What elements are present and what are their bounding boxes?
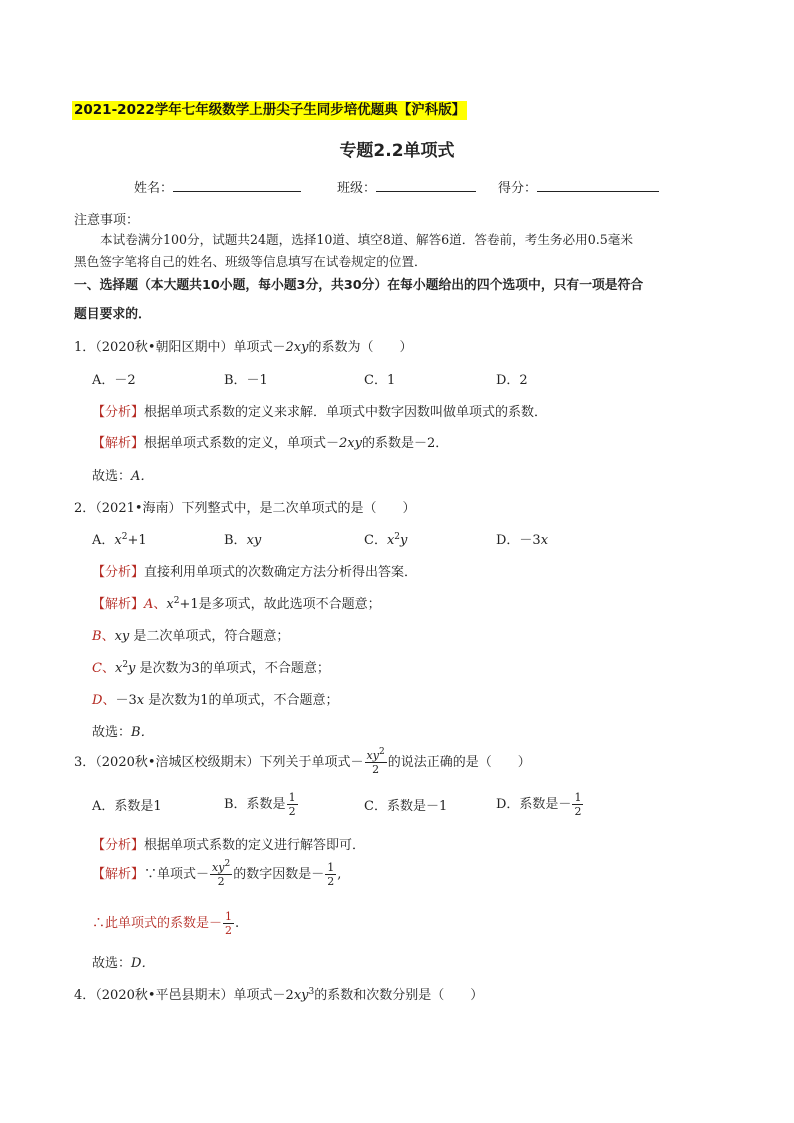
- q2-solution-b: B、xy 是二次单项式，符合题意；: [92, 629, 290, 644]
- q2-analysis-tag: 【分析】: [92, 565, 145, 580]
- q2-solution-d: D、－3x 是次数为1的单项式，不合题意；: [92, 693, 339, 708]
- q3-option-c: C．系数是－1: [364, 799, 448, 814]
- q1-analysis: [92, 401, 547, 420]
- class-field: [337, 177, 476, 196]
- q3-answer: [92, 952, 154, 971]
- q1-analysis-tag: 【分析】: [92, 405, 145, 420]
- q1-solution-tail: 的系数是－2．: [361, 436, 449, 451]
- score-field: [498, 177, 659, 196]
- score-blank: [537, 179, 659, 192]
- q3-analysis-text: 根据单项式系数的定义进行解答即可．: [144, 838, 366, 853]
- section-1-heading-line-1: 一、选择题（本大题共10小题，每小题3分，共30分）在每小题给出的四个选项中，只有一项是符合: [74, 278, 644, 293]
- q2-analysis-text: 直接利用单项式的次数确定方法分析得出答案．: [144, 565, 418, 580]
- q3-solution: 【解析】∵单项式－ $\frac{xy^2}{2}$ 的数字因数是－ $\frac{1}{2}$ ,: [92, 859, 342, 888]
- q1-answer-value: A．: [131, 469, 154, 484]
- q3-conclusion: ∴此单项式的系数是－ $\frac{1}{2}$ .: [92, 910, 240, 937]
- q1-answer: [92, 465, 153, 484]
- q4-stem: 4．（2020秋•平邑县期末）单项式$-2xy^3$的系数和次数分别是（ ）: [74, 987, 484, 1003]
- q2-answer-label: 故选：: [92, 725, 132, 740]
- q1-stem-text: 1．（2020秋•朝阳区期中）单项式－: [74, 340, 286, 355]
- q3-option-b: B．系数是 $\frac{1}{2}$: [224, 791, 296, 818]
- q3-solution-tag: 【解析】: [92, 867, 145, 882]
- q1-expr: 2xy: [285, 340, 309, 355]
- q3-answer-label: 故选：: [92, 956, 132, 971]
- section-1-heading-line-2: 题目要求的．: [74, 307, 151, 322]
- q1-solution-text: 根据单项式系数的定义，单项式－: [144, 436, 340, 451]
- notes-heading: 注意事项：: [74, 213, 140, 228]
- q3-stem-tail: 的说法正确的是（ ）: [387, 755, 531, 770]
- q1-option-a: A．－2: [92, 373, 136, 388]
- q3-answer-value: D．: [131, 956, 155, 971]
- q2-option-b: B．xy: [224, 533, 262, 548]
- q4-stem-tail: 的系数和次数分别是（ ）: [314, 988, 484, 1003]
- q2-stem: 2．（2021•海南）下列整式中，是二次单项式的是（ ）: [74, 501, 416, 516]
- q2-answer-value: B．: [131, 725, 154, 740]
- notes-line-1: 本试卷满分100分，试题共24题，选择10道、填空8道、解答6道．答卷前，考生务必用0.5毫米: [100, 232, 633, 247]
- name-blank: [173, 179, 301, 192]
- score-label: 得分：: [498, 181, 538, 196]
- q3-stem-text: 3．（2020秋•涪城区校级期末）下列关于单项式－: [74, 755, 364, 770]
- q2-option-d: D．－3x: [496, 533, 549, 548]
- notes-line-2: 黑色签字笔将自己的姓名、班级等信息填写在试卷规定的位置．: [74, 254, 427, 269]
- q1-analysis-text: 根据单项式系数的定义来求解．单项式中数字因数叫做单项式的系数．: [144, 405, 548, 420]
- q3-option-a: A．系数是1: [92, 799, 162, 814]
- q2-answer: [92, 721, 154, 740]
- class-label: 班级：: [337, 181, 377, 196]
- q1-stem: [74, 336, 413, 355]
- q3-stem: [74, 747, 531, 776]
- q1-answer-label: 故选：: [92, 469, 132, 484]
- q3-option-d: D．系数是－ $\frac{1}{2}$: [496, 791, 582, 818]
- q2-solution-c: C、$x^2y$ 是次数为3的单项式，不合题意；: [92, 660, 330, 676]
- q2-option-c: C．$x^2y$: [364, 532, 408, 548]
- q2-analysis: [92, 561, 417, 580]
- q1-solution-tag: 【解析】: [92, 436, 145, 451]
- q1-option-b: B．－1: [224, 373, 268, 388]
- class-blank: [376, 179, 476, 192]
- q2-solution-a: 【解析】A、$x^2+1$是多项式，故此选项不合题意；: [92, 596, 381, 612]
- q1-stem-tail: 的系数为（ ）: [308, 340, 413, 355]
- name-label: 姓名：: [134, 181, 174, 196]
- q4-stem-text: 4．（2020秋•平邑县期末）单项式－: [74, 988, 286, 1003]
- page-title: 专题2.2单项式: [339, 141, 455, 161]
- q2-option-a: A．$x^2+1$: [92, 532, 147, 548]
- document-banner: 2021-2022学年七年级数学上册尖子生同步培优题典【沪科版】: [74, 102, 466, 118]
- q3-analysis: [92, 834, 365, 853]
- q1-solution: 【解析】根据单项式系数的定义，单项式－2xy的系数是－2．: [92, 436, 449, 451]
- q3-analysis-tag: 【分析】: [92, 838, 145, 853]
- q3-stem-fraction: $\frac{xy^2}{2}$: [366, 747, 385, 776]
- q2-solution-tag: 【解析】: [92, 597, 145, 612]
- name-field: [134, 177, 301, 196]
- q1-option-c: C．1: [364, 373, 396, 388]
- q1-option-d: D．2: [496, 373, 528, 388]
